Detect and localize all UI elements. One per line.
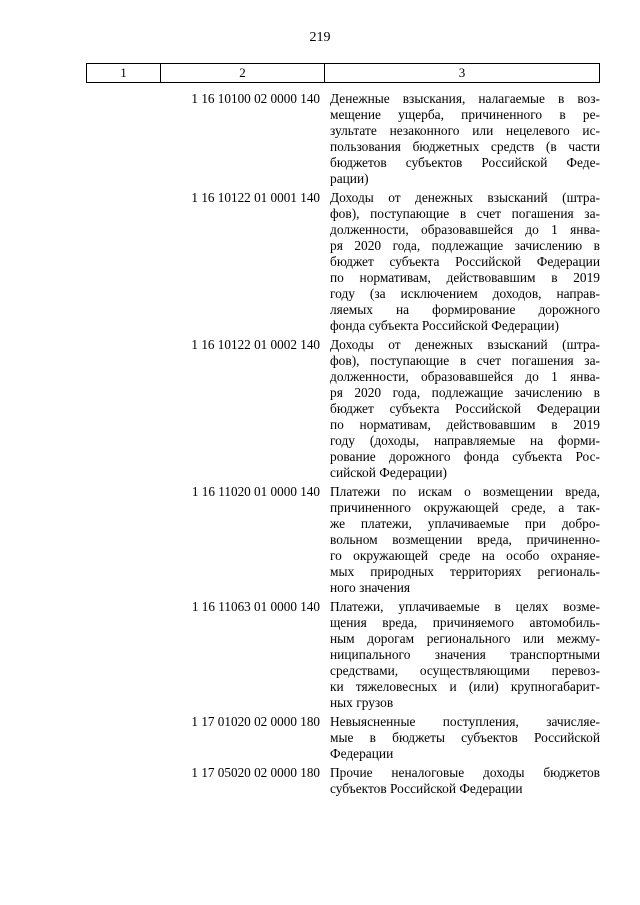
income-description [324,337,600,481]
budget-code: 1 17 01020 02 0000 180 [191,714,320,729]
description-line: же платежи, уплачиваемые при добро- [330,516,600,531]
description-line: средствами, осуществляющими перевоз- [330,663,600,678]
description-line: бюджет субъекта Российской Федерации [330,254,600,269]
income-description [324,484,600,596]
description-line: бюджетов субъектов Российской Феде- [330,155,600,170]
description-line: го окружающей среде на особо охраняе- [330,548,600,563]
table-row [86,484,600,596]
budget-code: 1 16 11020 01 0000 140 [191,484,320,499]
description-line: долженности, образовавшейся до 1 янва- [330,222,600,237]
description-line: Платежи, уплачиваемые в целях возме- [330,599,600,614]
header-col-1: 1 [87,64,161,82]
budget-code: 1 16 10122 01 0002 140 [191,337,320,352]
description-line: Доходы от денежных взысканий (штра- [330,190,600,205]
budget-code: 1 16 11063 01 0000 140 [191,599,320,614]
description-line: Денежные взыскания, налагаемые в воз- [330,91,600,106]
description-line: Платежи по искам о возмещении вреда, [330,484,600,499]
description-line: зультате незаконного или нецелевого ис- [330,123,600,138]
description-line: рации) [330,171,369,186]
table-row [86,765,600,797]
description-line: вольном возмещении вреда, причиненно- [330,532,600,547]
description-line: ниципального значения транспортными [330,647,600,662]
description-line: фонда субъекта Российской Федерации) [330,318,559,333]
table-row [86,337,600,481]
description-line: ря 2020 года, подлежащие зачислению в [330,238,600,253]
description-line: Федерации [330,746,394,761]
description-line: ных грузов [330,695,394,710]
description-line: Невыясненные поступления, зачисляе- [330,714,600,729]
page-number: 219 [309,30,331,45]
description-line: ки тяжеловесных и (или) крупногабарит- [330,679,600,694]
description-line: сийской Федерации) [330,465,447,480]
budget-code: 1 17 05020 02 0000 180 [191,765,320,780]
income-description [324,714,600,762]
description-line: фов), поступающие в счет погашения за- [330,353,600,368]
description-line: ного значения [330,580,411,595]
description-line: рование дорожного фонда субъекта Рос- [330,449,600,464]
table-row [86,599,600,711]
description-line: ным дорогам регионального или межму- [330,631,600,646]
description-line: году (за исключением доходов, направ- [330,286,600,301]
description-line: ря 2020 года, подлежащие зачислению в [330,385,600,400]
description-line: году (доходы, направляемые на форми- [330,433,600,448]
table-row [86,91,600,187]
header-col-2: 2 [161,64,325,82]
description-line: ляемых на формирование дорожного [330,302,600,317]
budget-code: 1 16 10100 02 0000 140 [191,91,320,106]
description-line: бюджет субъекта Российской Федерации [330,401,600,416]
description-line: пользования бюджетных средств (в части [330,139,600,154]
description-line: мые в бюджеты субъектов Российской [330,730,600,745]
description-line: субъектов Российской Федерации [330,781,523,796]
income-description [324,190,600,334]
description-line: по нормативам, действовавшим в 2019 [330,270,600,285]
income-description [324,765,600,797]
budget-code: 1 16 10122 01 0001 140 [191,190,320,205]
description-line: мых природных территориях региональ- [330,564,600,579]
description-line: щения вреда, причиняемого автомобиль- [330,615,600,630]
description-line: причиненного окружающей среде, а так- [330,500,600,515]
header-col-3: 3 [458,65,466,80]
description-line: долженности, образовавшейся до 1 янва- [330,369,600,384]
description-line: фов), поступающие в счет погашения за- [330,206,600,221]
table-header [86,63,600,83]
table-row [86,190,600,334]
income-description [324,599,600,711]
description-line: Прочие неналоговые доходы бюджетов [330,765,600,780]
description-line: мещение ущерба, причиненного в ре- [330,107,600,122]
income-description [324,91,600,187]
description-line: по нормативам, действовавшим в 2019 [330,417,600,432]
table-body [86,91,600,800]
description-line: Доходы от денежных взысканий (штра- [330,337,600,352]
table-row [86,714,600,762]
